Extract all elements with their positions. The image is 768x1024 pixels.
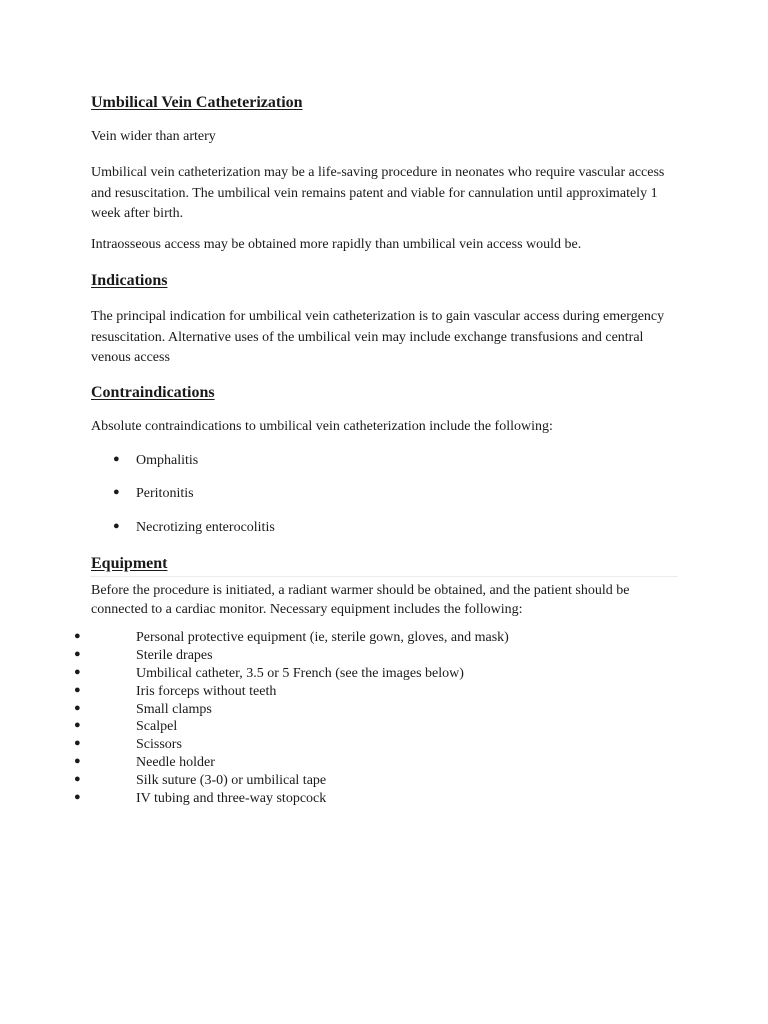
list-item	[0, 684, 768, 702]
list-item-label: Silk suture (3-0) or umbilical tape	[136, 773, 327, 788]
intro-line: Vein wider than artery	[91, 129, 216, 144]
list-item	[0, 486, 768, 504]
list-item-label: Sterile drapes	[136, 648, 213, 663]
bullet-glyph: ●	[113, 520, 120, 532]
list-item	[0, 630, 768, 648]
intraosseous-paragraph: Intraosseous access may be obtained more rapidly than umbilical vein access would be.	[91, 237, 582, 252]
list-item	[0, 520, 768, 538]
bullet-glyph: ●	[74, 684, 81, 696]
list-item	[0, 791, 768, 809]
bullet-glyph: ●	[113, 486, 120, 498]
equipment-paragraph: Before the procedure is initiated, a radiant warmer should be obtained, and the patient should be connected to a cardiac monitor. Necessary equipment includes the following:	[91, 583, 630, 617]
intro-paragraph: Umbilical vein catheterization may be a life-saving procedure in neonates who require vascular access and resuscitation. The umbilical vein remains patent and viable for cannulation until approximately 1 week after birth.	[91, 165, 665, 221]
list-item-label: Scissors	[136, 737, 182, 752]
list-item-label: IV tubing and three-way stopcock	[136, 791, 327, 806]
indications-paragraph: The principal indication for umbilical vein catheterization is to gain vascular access during emergency resuscitation. Alternative uses of the umbilical vein may include exchange transfusions and central venous access	[91, 309, 665, 365]
list-item	[0, 648, 768, 666]
contraindications-heading: Contraindications	[91, 384, 215, 401]
bullet-glyph: ●	[74, 648, 81, 660]
list-item-label: Umbilical catheter, 3.5 or 5 French (see the images below)	[136, 666, 464, 681]
list-item	[0, 666, 768, 684]
list-item-label: Omphalitis	[136, 453, 199, 468]
divider	[90, 576, 678, 577]
list-item	[0, 773, 768, 791]
list-item	[0, 755, 768, 773]
list-item-label: Necrotizing enterocolitis	[136, 520, 275, 535]
bullet-glyph: ●	[74, 791, 81, 803]
list-item-label: Scalpel	[136, 719, 178, 734]
list-item-label: Peritonitis	[136, 486, 194, 501]
indications-heading: Indications	[91, 272, 168, 289]
list-item-label: Iris forceps without teeth	[136, 684, 277, 699]
list-item	[0, 453, 768, 471]
bullet-glyph: ●	[74, 773, 81, 785]
bullet-glyph: ●	[74, 666, 81, 678]
contraindications-intro: Absolute contraindications to umbilical vein catheterization include the following:	[91, 419, 553, 434]
page-title: Umbilical Vein Catheterization	[91, 94, 303, 111]
list-item-label: Needle holder	[136, 755, 215, 770]
equipment-heading: Equipment	[91, 555, 168, 572]
bullet-glyph: ●	[74, 630, 81, 642]
bullet-glyph: ●	[113, 453, 120, 465]
list-item-label: Personal protective equipment (ie, sterile gown, gloves, and mask)	[136, 630, 509, 645]
list-item-label: Small clamps	[136, 702, 212, 717]
list-item	[0, 737, 768, 755]
bullet-glyph: ●	[74, 755, 81, 767]
list-item	[0, 702, 768, 720]
bullet-glyph: ●	[74, 737, 81, 749]
bullet-glyph: ●	[74, 702, 81, 714]
list-item	[0, 719, 768, 737]
bullet-glyph: ●	[74, 719, 81, 731]
